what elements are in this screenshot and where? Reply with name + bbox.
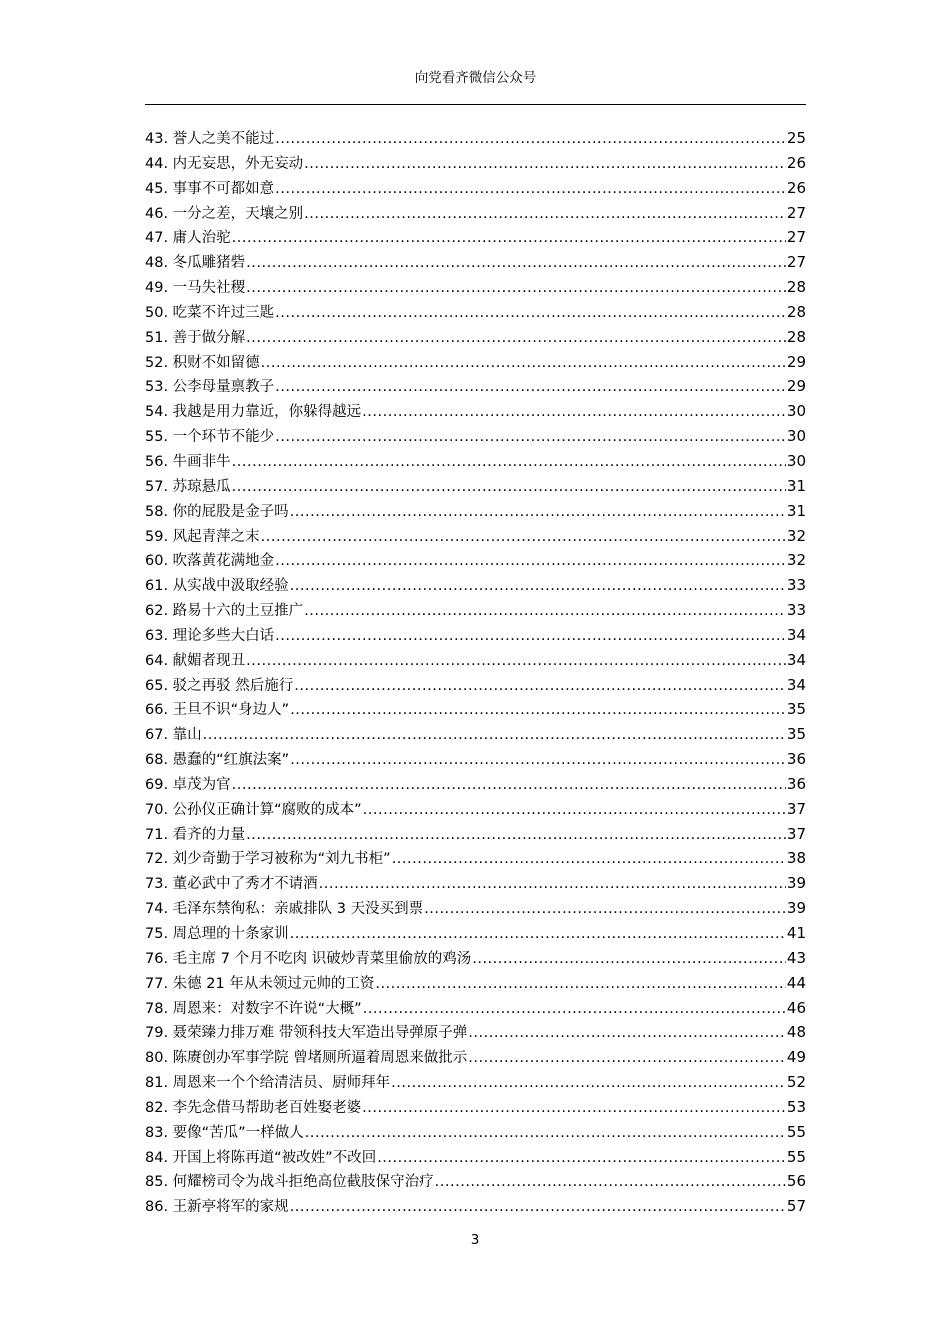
toc-entry-title: 79. 聂荣臻力排万难 带领科技大军造出导弹原子弹 <box>145 1025 468 1042</box>
toc-entry-title: 72. 刘少奇勤于学习被称为“刘九书柜” <box>145 851 391 868</box>
toc-entry-title: 52. 积财不如留德 <box>145 354 260 371</box>
toc-entry-title: 74. 毛泽东禁徇私：亲戚排队 3 天没买到票 <box>145 901 424 918</box>
toc-entry-page: 55 <box>786 1122 806 1141</box>
toc-dot-leader <box>294 674 786 698</box>
toc-entry-page: 36 <box>786 774 806 793</box>
toc-entry-page: 48 <box>786 1023 806 1042</box>
toc-dot-leader <box>319 872 786 896</box>
toc-entry[interactable] <box>145 921 806 946</box>
toc-dot-leader <box>275 425 786 449</box>
toc-entry[interactable] <box>145 846 806 871</box>
toc-dot-leader <box>275 127 786 151</box>
toc-dot-leader <box>305 1121 786 1145</box>
toc-entry[interactable] <box>145 1045 806 1070</box>
toc-entry[interactable] <box>145 573 806 598</box>
toc-entry[interactable] <box>145 896 806 921</box>
toc-dot-leader <box>435 1170 786 1194</box>
toc-entry-title: 77. 朱德 21 年从未领过元帅的工资 <box>145 975 375 992</box>
toc-dot-leader <box>232 450 786 474</box>
toc-entry[interactable] <box>145 1070 806 1095</box>
toc-entry-title: 63. 理论多些大白话 <box>145 627 275 644</box>
toc-entry-page: 26 <box>786 178 806 197</box>
toc-entry-page: 29 <box>786 352 806 371</box>
toc-dot-leader <box>232 226 786 250</box>
toc-entry[interactable] <box>145 1020 806 1045</box>
toc-dot-leader <box>472 947 786 971</box>
toc-entry-page: 32 <box>786 526 806 545</box>
toc-dot-leader <box>246 649 786 673</box>
toc-entry-title: 73. 董必武中了秀才不请酒 <box>145 876 318 893</box>
page-header: 向党看齐微信公众号 <box>414 70 537 86</box>
toc-entry-page: 55 <box>786 1147 806 1166</box>
toc-dot-leader <box>392 847 786 871</box>
toc-entry-page: 33 <box>786 576 806 595</box>
toc-dot-leader <box>363 798 786 822</box>
toc-entry-title: 54. 我越是用力靠近，你躲得越远 <box>145 404 362 421</box>
toc-entry-title: 58. 你的屁股是金子吗 <box>145 503 289 520</box>
toc-entry-page: 36 <box>786 750 806 769</box>
toc-entry[interactable] <box>145 250 806 275</box>
toc-entry-title: 56. 牛画非牛 <box>145 453 231 470</box>
toc-entry-page: 35 <box>786 700 806 719</box>
toc-dot-leader <box>275 301 786 325</box>
toc-dot-leader <box>246 251 786 275</box>
table-of-contents <box>145 126 806 1219</box>
toc-entry-title: 65. 驳之再驳 然后施行 <box>145 677 294 694</box>
header-divider <box>145 104 806 105</box>
toc-entry-page: 30 <box>786 451 806 470</box>
toc-entry[interactable] <box>145 1120 806 1145</box>
toc-entry-page: 53 <box>786 1097 806 1116</box>
toc-entry[interactable] <box>145 300 806 325</box>
toc-entry-title: 81. 周恩来一个个给清洁员、厨师拜年 <box>145 1075 391 1092</box>
toc-entry-page: 31 <box>786 501 806 520</box>
toc-dot-leader <box>246 276 786 300</box>
toc-entry-title: 53. 公李母量禀教子 <box>145 379 275 396</box>
toc-entry-page: 39 <box>786 874 806 893</box>
toc-entry[interactable] <box>145 623 806 648</box>
toc-entry-page: 34 <box>786 625 806 644</box>
toc-dot-leader <box>203 723 786 747</box>
toc-entry[interactable] <box>145 673 806 698</box>
toc-dot-leader <box>275 624 786 648</box>
toc-entry-title: 46. 一分之差，天壤之别 <box>145 205 304 222</box>
toc-entry-page: 37 <box>786 824 806 843</box>
toc-entry[interactable] <box>145 1145 806 1170</box>
toc-dot-leader <box>363 997 786 1021</box>
toc-dot-leader <box>275 177 786 201</box>
toc-entry-page: 57 <box>786 1197 806 1216</box>
page-number: 3 <box>470 1232 480 1248</box>
toc-entry[interactable] <box>145 822 806 847</box>
toc-entry[interactable] <box>145 1194 806 1219</box>
toc-dot-leader <box>232 773 786 797</box>
toc-entry-title: 55. 一个环节不能少 <box>145 429 275 446</box>
toc-entry-page: 46 <box>786 998 806 1017</box>
toc-entry-page: 35 <box>786 725 806 744</box>
toc-entry[interactable] <box>145 201 806 226</box>
toc-entry-title: 84. 开国上将陈再道“被改姓”不改回 <box>145 1149 377 1166</box>
toc-entry[interactable] <box>145 225 806 250</box>
toc-entry-title: 76. 毛主席 7 个月不吃肉 识破炒青菜里偷放的鸡汤 <box>145 950 472 967</box>
toc-dot-leader <box>290 1195 786 1219</box>
toc-entry[interactable] <box>145 524 806 549</box>
toc-entry[interactable] <box>145 350 806 375</box>
toc-dot-leader <box>261 525 786 549</box>
toc-entry-page: 34 <box>786 650 806 669</box>
toc-entry-title: 62. 路易十六的土豆推广 <box>145 603 304 620</box>
toc-entry-title: 49. 一马失社稷 <box>145 280 246 297</box>
toc-dot-leader <box>362 1096 786 1120</box>
toc-entry-page: 30 <box>786 402 806 421</box>
toc-entry-title: 64. 献媚者现丑 <box>145 652 246 669</box>
toc-entry-title: 47. 庸人治驼 <box>145 230 231 247</box>
toc-entry-page: 33 <box>786 601 806 620</box>
toc-entry-page: 29 <box>786 377 806 396</box>
toc-entry[interactable] <box>145 971 806 996</box>
toc-entry-page: 28 <box>786 327 806 346</box>
toc-dot-leader <box>290 922 786 946</box>
toc-dot-leader <box>290 574 786 598</box>
toc-entry-page: 41 <box>786 924 806 942</box>
toc-entry-page: 28 <box>786 278 806 297</box>
toc-entry[interactable] <box>145 871 806 896</box>
toc-entry-page: 27 <box>786 253 806 272</box>
toc-entry[interactable] <box>145 697 806 722</box>
toc-entry-page: 44 <box>786 973 806 992</box>
toc-entry-title: 70. 公孙仪正确计算“腐败的成本” <box>145 801 362 818</box>
toc-entry[interactable] <box>145 325 806 350</box>
toc-entry-title: 48. 冬瓜雕猪砦 <box>145 255 246 272</box>
toc-entry-title: 85. 何耀榜司令为战斗拒绝高位截肢保守治疗 <box>145 1174 434 1191</box>
toc-dot-leader <box>261 351 786 375</box>
toc-entry-page: 38 <box>786 849 806 868</box>
toc-entry-page: 56 <box>786 1172 806 1191</box>
toc-entry-title: 59. 风起青萍之末 <box>145 528 260 545</box>
toc-entry[interactable] <box>145 151 806 176</box>
toc-dot-leader <box>232 475 786 499</box>
toc-entry-page: 32 <box>786 551 806 570</box>
toc-entry-title: 78. 周恩来：对数字不许说“大概” <box>145 1000 362 1017</box>
toc-entry-title: 75. 周总理的十条家训 <box>145 926 289 942</box>
toc-entry[interactable] <box>145 548 806 573</box>
toc-entry-title: 50. 吃菜不许过三匙 <box>145 304 275 321</box>
toc-entry-page: 25 <box>786 129 806 147</box>
toc-entry-title: 51. 善于做分解 <box>145 329 246 346</box>
toc-dot-leader <box>304 202 786 226</box>
toc-entry[interactable] <box>145 474 806 499</box>
toc-dot-leader <box>246 326 786 350</box>
toc-entry-page: 49 <box>786 1048 806 1067</box>
toc-entry-title: 45. 事事不可都如意 <box>145 180 275 197</box>
toc-entry-page: 26 <box>786 153 806 172</box>
toc-entry[interactable] <box>145 722 806 747</box>
toc-entry[interactable] <box>145 747 806 772</box>
toc-dot-leader <box>377 1146 786 1170</box>
toc-entry-title: 43. 誉人之美不能过 <box>145 131 275 147</box>
toc-entry[interactable] <box>145 176 806 201</box>
toc-entry-title: 67. 靠山 <box>145 727 202 744</box>
toc-dot-leader <box>275 549 786 573</box>
toc-entry-page: 27 <box>786 228 806 247</box>
toc-entry-title: 86. 王新亭将军的家规 <box>145 1199 289 1216</box>
toc-dot-leader <box>468 1046 786 1070</box>
toc-entry-title: 61. 从实战中汲取经验 <box>145 578 289 595</box>
toc-entry[interactable] <box>145 399 806 424</box>
toc-entry-page: 27 <box>786 203 806 222</box>
toc-entry[interactable] <box>145 374 806 399</box>
toc-entry[interactable] <box>145 797 806 822</box>
toc-dot-leader <box>375 972 786 996</box>
toc-entry-title: 80. 陈赓创办军事学院 曾堵厕所逼着周恩来做批示 <box>145 1050 468 1067</box>
toc-entry-page: 43 <box>786 948 806 967</box>
toc-entry-title: 82. 李先念借马帮助老百姓娶老婆 <box>145 1099 362 1116</box>
toc-dot-leader <box>275 375 786 399</box>
toc-dot-leader <box>290 698 786 722</box>
toc-dot-leader <box>290 500 786 524</box>
toc-entry[interactable] <box>145 275 806 300</box>
toc-entry-page: 31 <box>786 476 806 495</box>
toc-entry[interactable] <box>145 772 806 797</box>
toc-dot-leader <box>290 748 786 772</box>
toc-entry-page: 39 <box>786 899 806 918</box>
toc-entry[interactable] <box>145 946 806 971</box>
toc-entry-page: 28 <box>786 302 806 321</box>
toc-entry-title: 71. 看齐的力量 <box>145 826 246 843</box>
toc-entry-title: 60. 吹落黄花满地金 <box>145 553 275 570</box>
toc-entry[interactable] <box>145 1095 806 1120</box>
toc-entry-page: 30 <box>786 427 806 446</box>
toc-dot-leader <box>391 1071 786 1095</box>
toc-entry-title: 57. 苏琼悬瓜 <box>145 478 231 495</box>
toc-entry-title: 44. 内无妄思，外无妄动 <box>145 155 304 172</box>
toc-dot-leader <box>246 823 786 847</box>
toc-entry[interactable] <box>145 1169 806 1194</box>
toc-entry-page: 37 <box>786 799 806 818</box>
toc-dot-leader <box>304 599 786 623</box>
toc-dot-leader <box>304 152 786 176</box>
toc-entry[interactable] <box>145 424 806 449</box>
toc-dot-leader <box>362 400 786 424</box>
toc-entry-title: 66. 王旦不识“身边人” <box>145 702 290 719</box>
toc-entry[interactable] <box>145 449 806 474</box>
toc-entry-title: 68. 愚蠢的“红旗法案” <box>145 752 290 769</box>
toc-entry[interactable] <box>145 126 806 151</box>
toc-entry-title: 83. 要像“苦瓜”一样做人 <box>145 1124 304 1141</box>
toc-entry[interactable] <box>145 648 806 673</box>
toc-entry[interactable] <box>145 598 806 623</box>
toc-dot-leader <box>468 1021 786 1045</box>
toc-dot-leader <box>424 897 786 921</box>
toc-entry-page: 52 <box>786 1073 806 1092</box>
toc-entry-page: 34 <box>786 675 806 694</box>
toc-entry[interactable] <box>145 996 806 1021</box>
toc-entry[interactable] <box>145 499 806 524</box>
toc-entry-title: 69. 卓茂为官 <box>145 776 231 793</box>
